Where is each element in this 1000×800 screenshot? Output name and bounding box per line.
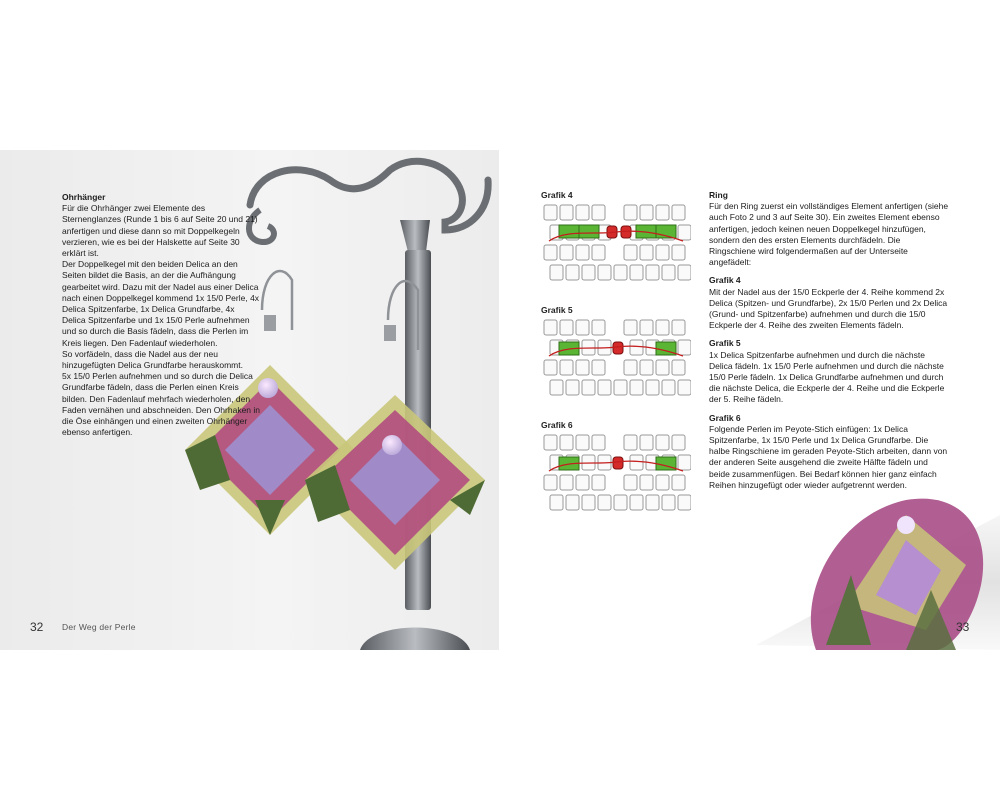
grid-bead xyxy=(592,360,605,375)
grid-bead xyxy=(576,245,589,260)
grid-bead xyxy=(566,380,579,395)
grid-bead xyxy=(544,320,557,335)
right-page xyxy=(501,150,1000,650)
grid-bead xyxy=(678,265,691,280)
grid-bead xyxy=(672,245,685,260)
grid-bead xyxy=(656,205,669,220)
grid-bead xyxy=(582,265,595,280)
grid-bead xyxy=(544,475,557,490)
grid-bead xyxy=(624,360,637,375)
grid-bead xyxy=(560,205,573,220)
grid-bead xyxy=(672,360,685,375)
grid-bead xyxy=(560,360,573,375)
grid-bead xyxy=(640,205,653,220)
earring-instructions xyxy=(62,192,260,438)
grid-bead xyxy=(662,380,675,395)
grafik-6-diagram xyxy=(541,420,691,516)
grid-bead xyxy=(576,205,589,220)
grid-bead xyxy=(598,265,611,280)
grid-bead xyxy=(592,205,605,220)
seed-bead xyxy=(613,342,623,354)
grid-bead xyxy=(598,380,611,395)
grafik-5-diagram xyxy=(541,305,691,401)
bead-diagram xyxy=(541,316,691,401)
grid-bead xyxy=(640,320,653,335)
seed-bead xyxy=(613,457,623,469)
paragraph: Für die Ohrhänger zwei Elemente des Sternenglanzes (Runde 1 bis 6 auf Seite 20 und 21) anfertigen und diese dann so mit Doppelkegeln verzieren, wie es bei der Halskette auf Seite 30 erklärt ist. xyxy=(62,203,258,259)
bead-diagram xyxy=(541,201,691,286)
grid-bead xyxy=(576,475,589,490)
grafik-4-label: Grafik 4 xyxy=(541,190,573,200)
grid-bead xyxy=(630,495,643,510)
grid-bead xyxy=(656,435,669,450)
grid-bead xyxy=(624,320,637,335)
grid-bead xyxy=(672,435,685,450)
running-title: Der Weg der Perle xyxy=(62,622,136,632)
section-heading: Grafik 5 xyxy=(709,338,741,349)
grid-bead xyxy=(598,495,611,510)
grid-bead xyxy=(614,265,627,280)
grid-bead xyxy=(592,320,605,335)
grid-bead xyxy=(566,495,579,510)
grid-bead xyxy=(656,245,669,260)
page-number-right: 33 xyxy=(956,620,970,634)
grid-bead xyxy=(550,265,563,280)
grid-bead xyxy=(614,495,627,510)
paragraph: Der Doppelkegel mit den beiden Delica an den Seiten bildet die Basis, an der die Aufhängung gearbeitet wird. Dazu mit der Nadel aus einer Delica nach einen Doppelkegel kommend 1x 15/0 Perle, 4x Delica Spitzenfarbe, 1x Delica Grundfarbe, 4x Delica Spitzenfarbe und 1x 15/0 Perle aufnehmen und so durch die Basis fädeln, dass die Perlen im Kreis liegen. Den Fadenlauf wiederholen. xyxy=(62,259,260,348)
page-number-left: 32 xyxy=(30,620,44,634)
grid-bead xyxy=(656,320,669,335)
grid-bead xyxy=(672,320,685,335)
grid-bead xyxy=(646,380,659,395)
grafik-6-label: Grafik 6 xyxy=(541,420,573,430)
grid-bead xyxy=(560,435,573,450)
grid-bead xyxy=(672,475,685,490)
grid-bead xyxy=(576,435,589,450)
grid-bead xyxy=(678,455,691,470)
grid-bead xyxy=(544,435,557,450)
grafik-5-section xyxy=(709,338,949,405)
paragraph: So vorfädeln, dass die Nadel aus der neu hinzugefügten Delica Grundfarbe herauskommt. xyxy=(62,348,243,371)
grid-bead xyxy=(662,495,675,510)
left-page xyxy=(0,150,499,650)
grid-bead xyxy=(550,495,563,510)
grid-bead xyxy=(576,320,589,335)
paragraph: Folgende Perlen im Peyote-Stich einfügen: 1x Delica Spitzenfarbe, 1x 15/0 Perle und 1x Delica Grundfarbe. Die halbe Ringschiene im geraden Peyote-Stich arbeiten, dann von der anderen Seite ausgehend die zweite Hälfte fädeln und beide zusammenfügen. Bei Bedarf können hier ganz einfach Reihen hinzugefügt oder wieder aufgetrennt werden. xyxy=(709,423,948,490)
grid-bead xyxy=(624,475,637,490)
grid-bead xyxy=(560,245,573,260)
grid-bead xyxy=(614,380,627,395)
grid-bead xyxy=(640,360,653,375)
grid-bead xyxy=(624,435,637,450)
grid-bead xyxy=(550,380,563,395)
grid-bead xyxy=(624,245,637,260)
paragraph: 1x Delica Spitzenfarbe aufnehmen und durch die nächste Delica fädeln. 1x 15/0 Perle aufnehmen und durch die nächste 15/0 Perle fädeln. 1x Delica Grundfarbe aufnehmen und durch die nächste Delica, die Eckperle der 4. Reihe und die Eckperle der 5. Reihe fädeln. xyxy=(709,349,945,405)
ring-instructions xyxy=(709,190,949,491)
grid-bead xyxy=(624,205,637,220)
earring-heading: Ohrhänger xyxy=(62,192,106,202)
grafik-4-section xyxy=(709,275,949,331)
grid-bead xyxy=(592,245,605,260)
grid-bead xyxy=(582,380,595,395)
grafik-5-label: Grafik 5 xyxy=(541,305,573,315)
section-heading: Grafik 6 xyxy=(709,412,741,423)
grid-bead xyxy=(560,475,573,490)
grid-bead xyxy=(646,495,659,510)
grafik-4-diagram xyxy=(541,190,691,286)
grid-bead xyxy=(566,265,579,280)
grid-bead xyxy=(678,225,691,240)
grid-bead xyxy=(544,205,557,220)
paragraph: Mit der Nadel aus der 15/0 Eckperle der 4. Reihe kommend 2x Delica (Spitzen- und Grundfarbe), 2x 15/0 Perlen und 2x Delica (Grund- und Spitzenfarbe) aufnehmen und durch die 15/0 Eckperle der 4. Reihe des zweiten Elements fädeln. xyxy=(709,286,948,331)
grid-bead xyxy=(592,475,605,490)
grid-bead xyxy=(560,320,573,335)
grid-bead xyxy=(656,360,669,375)
paragraph: Für den Ring zuerst ein vollständiges Element anfertigen (siehe auch Foto 2 und 3 auf Seite 30). Ein zweites Element ebenso anfertigen, jedoch keinen neuen Doppelkegel hinzufügen, sondern den des ersten Elements durchfädeln. Die Ringschiene wird folgendermaßen auf der Unterseite angefädelt: xyxy=(709,201,949,268)
ring-heading: Ring xyxy=(709,190,728,200)
grid-bead xyxy=(630,265,643,280)
delica-bead xyxy=(579,225,599,238)
grid-bead xyxy=(582,495,595,510)
grid-bead xyxy=(640,475,653,490)
book-spread xyxy=(0,150,1000,650)
paragraph: 5x 15/0 Perlen aufnehmen und so durch die Delica Grundfarbe fädeln, dass die Perlen einen Kreis bilden. Den Fadenlauf mehrfach wiederholen, den Faden vernähen und abschneiden. Den Ohrhaken in die Öse einhängen und einen zweiten Ohrhänger ebenso anfertigen. xyxy=(62,371,261,438)
grid-bead xyxy=(646,265,659,280)
grid-bead xyxy=(640,245,653,260)
grid-bead xyxy=(640,435,653,450)
section-heading: Grafik 4 xyxy=(709,275,741,286)
grid-bead xyxy=(544,360,557,375)
grid-bead xyxy=(662,265,675,280)
grid-bead xyxy=(592,435,605,450)
grid-bead xyxy=(630,380,643,395)
grid-bead xyxy=(678,495,691,510)
bead-diagram xyxy=(541,431,691,516)
grid-bead xyxy=(630,455,643,470)
grid-bead xyxy=(672,205,685,220)
grid-bead xyxy=(678,380,691,395)
grid-bead xyxy=(630,340,643,355)
grid-bead xyxy=(576,360,589,375)
grid-bead xyxy=(678,340,691,355)
grid-bead xyxy=(544,245,557,260)
grid-bead xyxy=(656,475,669,490)
